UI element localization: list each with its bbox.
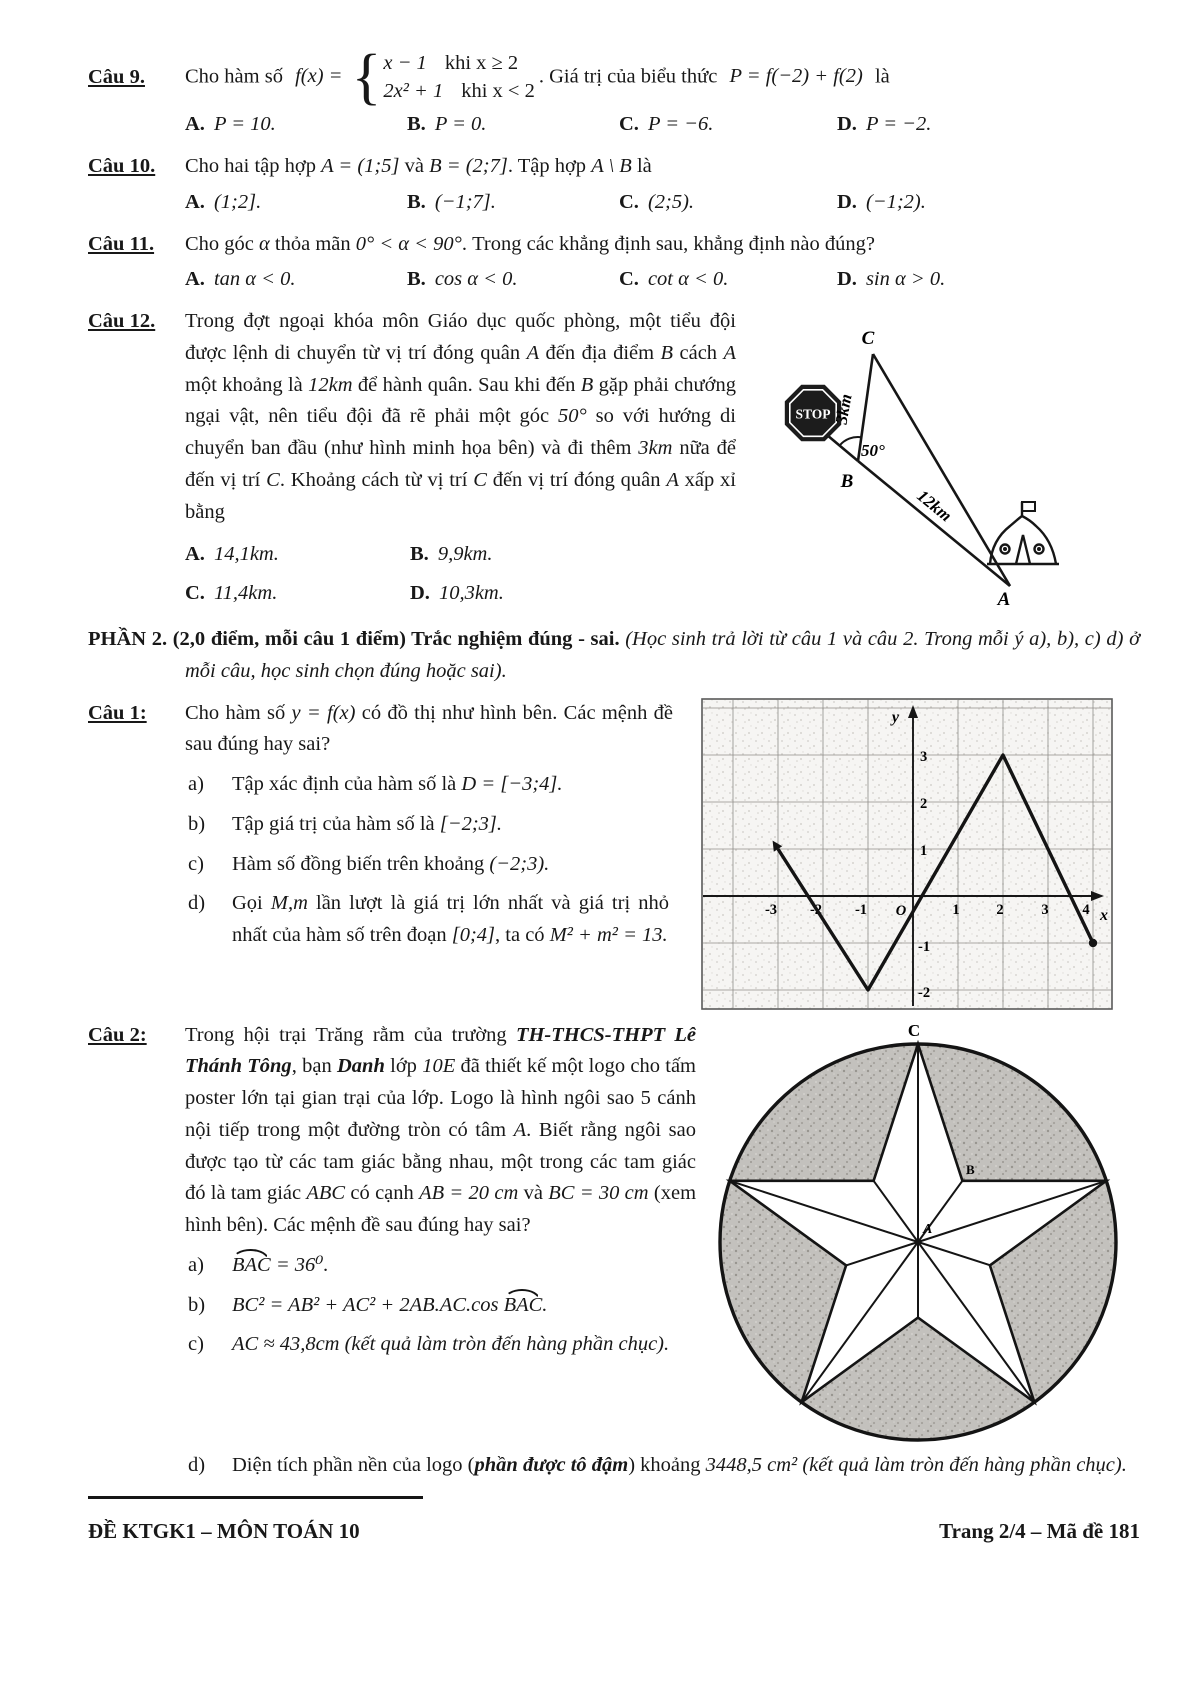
curve-endpoint-dot <box>1088 938 1096 946</box>
extension-line <box>827 435 858 461</box>
brace-glyph: { <box>351 43 382 112</box>
answer-option: A. P = 10. <box>185 113 276 136</box>
svg-text:2: 2 <box>919 795 927 812</box>
star-logo <box>698 1020 1138 1448</box>
footer-page-number: Trang 2/4 – Mã đề 181 <box>939 1519 1140 1543</box>
tent-icon <box>987 502 1059 564</box>
side-bc-label: 3km <box>831 392 856 426</box>
star-inner-B-label: B <box>966 1161 975 1177</box>
ts-question-2-intro: Trong hội trại Trăng rằm của trường TH-THCS-THPT Lê Thánh Tông, bạn Danh lớp 10E đã thiết kế một logo cho tấm poster lớn tại gian trại của lớp. Logo là hình ngôi sao 5 cánh nội tiếp trong một đường tròn có tâm A. Biết rằng ngôi sao được tạo từ các tam giác bằng nhau, một trong các tam giác đó là tam giác ABC có cạnh AB = 20 cm và BC = 30 cm (xem hình bên). Các mệnh đề sau đúng hay sai? <box>185 1023 697 1237</box>
star-center-A-label: A <box>923 1221 933 1237</box>
part2-heading: PHẦN 2. (2,0 điểm, mỗi câu 1 điểm) Trắc nghiệm đúng - sai. (Học sinh trả lời từ câu 1 và câu 2. Trong mỗi ý a), b), c) d) ở mỗi câu, học sinh chọn đúng hoặc sai). <box>88 628 1141 682</box>
question-11-text: Cho góc α thỏa mãn 0° < α < 90°. Trong các khẳng định sau, khẳng định nào đúng? <box>185 232 876 255</box>
answer-option: B. P = 0. <box>407 113 487 136</box>
question-9-intro: Cho hàm số <box>185 65 283 88</box>
question-12 <box>88 306 1140 612</box>
answer-option: B. 9,9km. <box>410 542 493 565</box>
side-ba-label: 12km <box>913 486 956 526</box>
ts1-item-d: d) Gọi M,m lần lượt là giá trị lớn nhất và giá trị nhỏ nhất của hàm số trên đoạn [0;4], ta có M² + m² = 13. <box>188 892 670 947</box>
answer-option: D. sin α > 0. <box>837 268 946 291</box>
svg-text:3: 3 <box>919 748 927 765</box>
question-11 <box>88 229 1140 261</box>
answer-option: B. (−1;7]. <box>407 190 496 213</box>
function-name: f(x) = <box>295 65 343 88</box>
question-12-answers <box>88 539 736 611</box>
answer-option: C. P = −6. <box>619 113 714 136</box>
ts2-item-d: d) Diện tích phần nền của logo (phần được tô đậm) khoảng 3448,5 cm² (kết quả làm tròn đến hàng phần chục). <box>188 1453 1127 1476</box>
svg-text:1: 1 <box>919 842 927 859</box>
vertex-A-label: A <box>997 589 1011 609</box>
footer-exam-title: ĐỀ KTGK1 – MÔN TOÁN 10 <box>88 1519 360 1543</box>
function-graph <box>701 698 1113 1010</box>
answer-option: C. cot α < 0. <box>619 268 729 291</box>
star-point-C-label: C <box>907 1020 921 1040</box>
answer-option: D. 10,3km. <box>410 582 504 605</box>
svg-text:1: 1 <box>951 901 960 918</box>
answer-option: C. 11,4km. <box>185 582 278 605</box>
answer-option: A. 14,1km. <box>185 542 279 565</box>
question-10 <box>88 151 1140 183</box>
question-12-text: Trong đợt ngoại khóa môn Giáo dục quốc phòng, một tiểu đội được lệnh di chuyển từ vị trí đóng quân A đến địa điểm B cách A một khoảng là 12km để hành quân. Sau khi đến B gặp phải chướng ngại vật, nên tiểu đội đã rẽ phải một góc 50° so với hướng di chuyển ban đầu (như hình minh họa bên) và đi thêm 3km nữa để đến vị trí C. Khoảng cách từ vị trí C đến vị trí đóng quân A xấp xỉ bằng <box>185 310 737 523</box>
case-1: x − 1 khi x ≥ 2 <box>383 52 519 74</box>
svg-text:-2: -2 <box>809 901 822 918</box>
answer-option: C. (2;5). <box>619 190 695 213</box>
svg-text:-3: -3 <box>764 901 777 918</box>
ts2-item-b: b) BC² = AB² + AC² + 2AB.AC.cos BAC. <box>188 1293 548 1316</box>
svg-text:STOP: STOP <box>795 406 831 422</box>
question-9-answers <box>88 109 1140 141</box>
footer-divider <box>88 1496 423 1499</box>
route-triangle-diagram <box>773 306 1103 608</box>
side-CA <box>873 354 1010 586</box>
angle-label: 50° <box>861 441 885 461</box>
ts1-item-c: c) Hàm số đồng biến trên khoảng (−2;3). <box>188 852 550 875</box>
question-12-label: Câu 12. <box>88 310 156 333</box>
case-2: 2x² + 1 khi x < 2 <box>383 79 535 102</box>
svg-text:-1: -1 <box>917 938 930 955</box>
ts-question-1-label: Câu 1: <box>88 701 147 724</box>
answer-option: B. cos α < 0. <box>407 268 518 291</box>
x-axis-label: x <box>1099 906 1108 924</box>
expression-P: P = f(−2) + f(2) <box>729 65 863 88</box>
svg-text:2: 2 <box>995 901 1004 918</box>
piecewise-cases <box>351 43 535 112</box>
answer-option: D. (−1;2). <box>837 190 926 213</box>
question-9-label: Câu 9. <box>88 65 145 88</box>
vertex-C-label: C <box>861 328 875 350</box>
ts-question-1 <box>88 698 1140 1010</box>
function-graph-figure <box>673 698 1140 1010</box>
ts1-item-b: b) Tập giá trị của hàm số là [−2;3]. <box>188 812 503 835</box>
ts-question-2 <box>88 1020 1140 1448</box>
ts-question-2-label: Câu 2: <box>88 1023 147 1046</box>
question-11-label: Câu 11. <box>88 232 155 255</box>
angle-arc <box>840 437 862 446</box>
svg-text:-2: -2 <box>917 984 930 1001</box>
origin-label: O <box>895 902 906 919</box>
ts2-item-c: c) AC ≈ 43,8cm (kết quả làm tròn đến hàng phần chục). <box>188 1333 670 1356</box>
question-9-text: Cho hàm số f(x) = { x − 1 khi x ≥ 2 2x² + 1 khi x < 2 . Giá trị của biểu thức P = f(−2) + f(2) là <box>185 43 890 112</box>
ts1-item-a: a) Tập xác định của hàm số là D = [−3;4]. <box>188 773 563 796</box>
question-9 <box>88 43 1140 112</box>
vertex-B-label: B <box>840 471 854 493</box>
answer-option: A. tan α < 0. <box>185 268 296 291</box>
svg-text:4: 4 <box>1081 901 1090 918</box>
question-10-label: Câu 10. <box>88 155 156 178</box>
answer-option: D. P = −2. <box>837 113 932 136</box>
ts2-item-a: a) BAC = 36⁰. <box>188 1253 329 1276</box>
svg-text:-1: -1 <box>854 901 867 918</box>
page-footer <box>88 1496 1140 1548</box>
star-logo-figure <box>696 1020 1140 1448</box>
question-11-answers <box>88 264 1140 296</box>
answer-option: A. (1;2]. <box>185 190 262 213</box>
triangle-figure <box>736 306 1140 608</box>
y-axis-label: y <box>891 708 899 726</box>
question-10-text: Cho hai tập hợp A = (1;5] và B = (2;7]. Tập hợp A \ B là <box>185 155 652 178</box>
ts-question-1-intro: Cho hàm số y = f(x) có đồ thị như hình bên. Các mệnh đề sau đúng hay sai? <box>185 701 673 756</box>
svg-text:3: 3 <box>1040 901 1049 918</box>
side-BA <box>858 461 1010 586</box>
center-dot <box>915 1239 921 1245</box>
question-10-answers <box>88 187 1140 219</box>
